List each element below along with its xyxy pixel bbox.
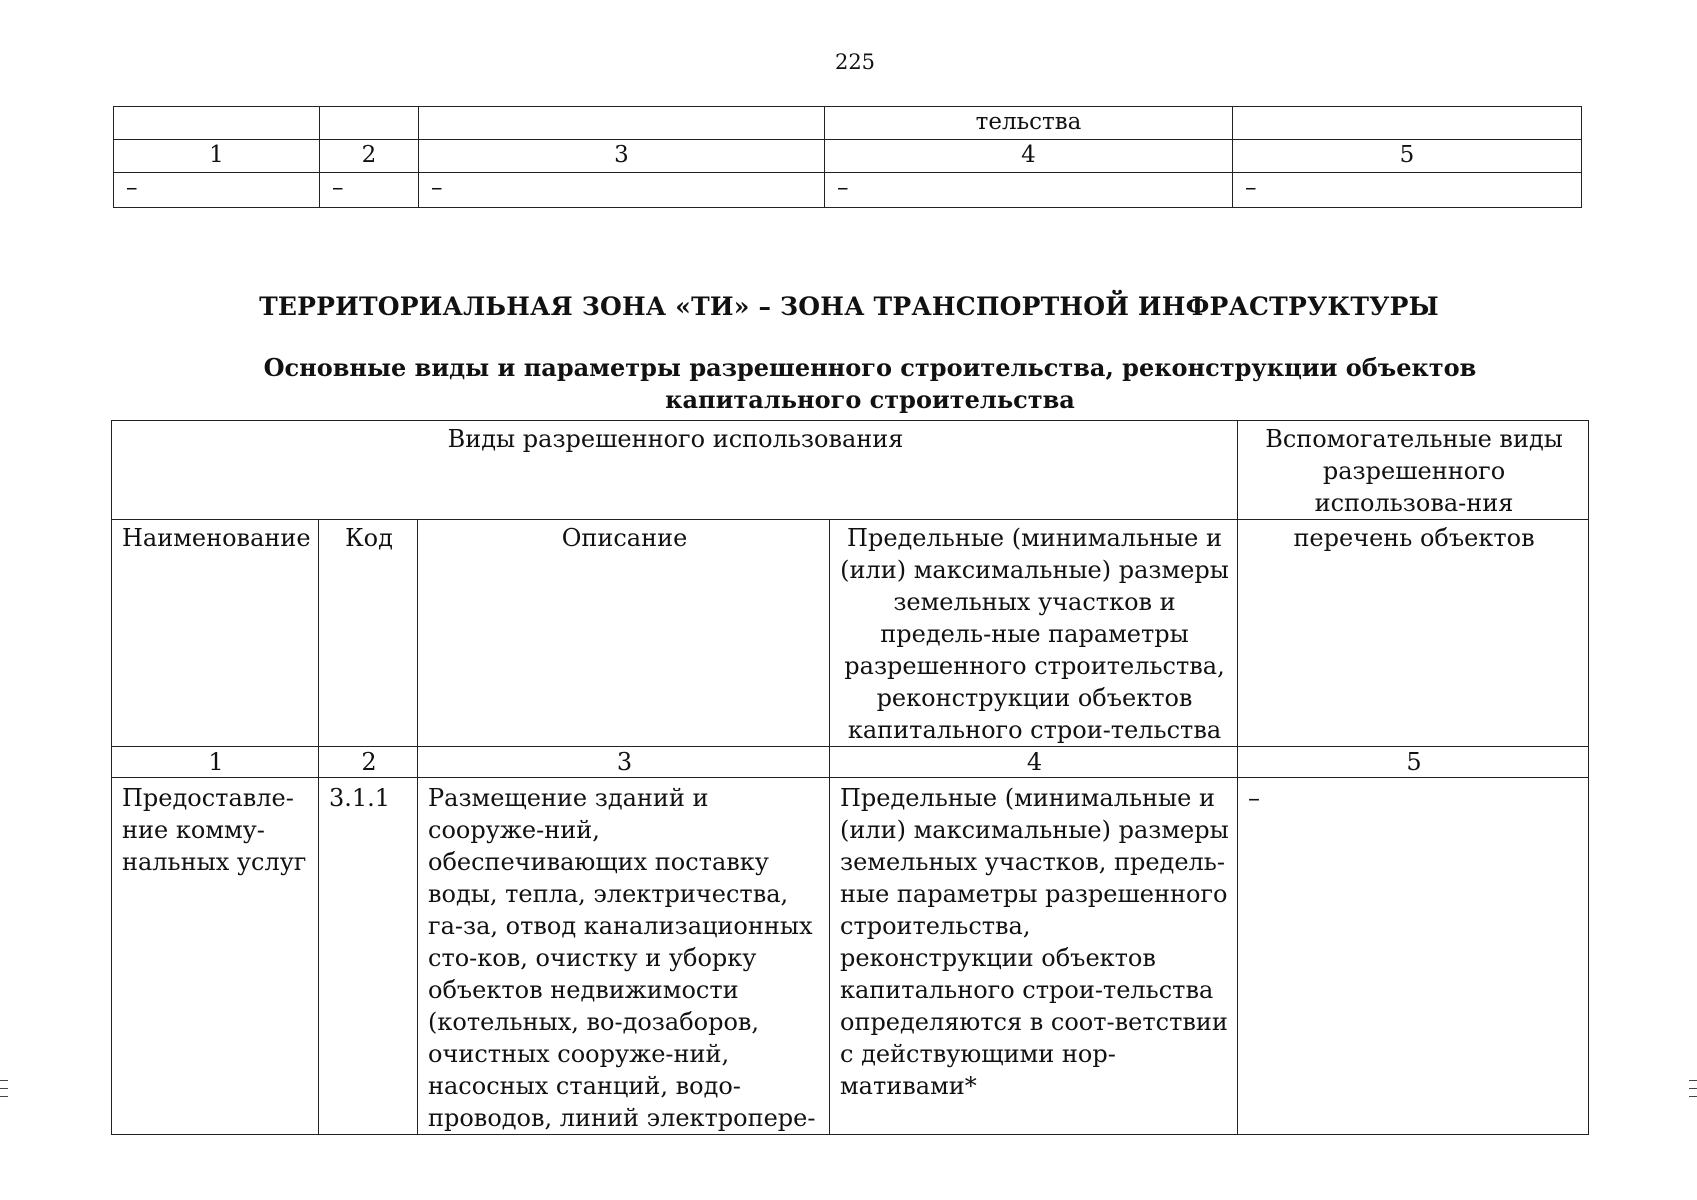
table-subheader-row: [112, 520, 1589, 747]
use-description: Размещение зданий и сооруже-ний, обеспечивающих поставку воды, тепла, электричества, га-за, отвод канализационных сто-ков, очистку и уборку объектов недвижимости (котельных, во-дозаборов, очистных сооруже-ний, насосных станций, водо-проводов, линий электропере-: [418, 778, 830, 1135]
page-number: 225: [834, 50, 876, 74]
group-header: Виды разрешенного использования: [112, 421, 1238, 520]
empty-cell: –: [419, 173, 825, 208]
header-fragment: тельства: [825, 107, 1233, 140]
column-number: 3: [418, 747, 830, 778]
scan-edge-mark: [0, 1088, 8, 1089]
table-row: [114, 173, 1582, 208]
scan-edge-mark: [1689, 1080, 1697, 1081]
scan-edge-mark: [1689, 1088, 1697, 1089]
empty-cell: –: [320, 173, 419, 208]
empty-cell: –: [1233, 173, 1582, 208]
table-cell: [1233, 107, 1582, 140]
zone-title: ТЕРРИТОРИАЛЬНАЯ ЗОНА «ТИ» – ЗОНА ТРАНСПОРТНОЙ ИНФРАСТРУКТУРЫ: [259, 292, 1439, 321]
table-row: [112, 778, 1589, 1135]
continued-table: [113, 106, 1582, 208]
table-row: [114, 107, 1582, 140]
use-name: Предоставле-ние комму-нальных услуг: [112, 778, 319, 1135]
column-number-row: [114, 140, 1582, 173]
use-code: 3.1.1: [319, 778, 418, 1135]
column-number-row: [112, 747, 1589, 778]
use-limits: Предельные (минимальные и (или) максимальные) размеры земельных участков, предель-ные параметры разрешенного строительства, реконструкции объектов капитального строи-тельства определяются в соот-ветствии с действующими нор-мативами*: [830, 778, 1238, 1135]
use-objects: –: [1238, 778, 1589, 1135]
section-title: Основные виды и параметры разрешенного строительства, реконструкции объектов капитального строительства: [263, 353, 1477, 414]
column-header-limits: Предельные (минимальные и (или) максимальные) размеры земельных участков и предель-ные параметры разрешенного строительства, реконструкции объектов капитального строи-тельства: [830, 520, 1238, 747]
column-number: 5: [1233, 140, 1582, 173]
scan-edge-mark: [0, 1080, 8, 1081]
empty-cell: –: [825, 173, 1233, 208]
table-header-row: [112, 421, 1589, 520]
column-number: 4: [825, 140, 1233, 173]
column-number: 5: [1238, 747, 1589, 778]
column-header-code: Код: [319, 520, 418, 747]
column-header-name: Наименование: [112, 520, 319, 747]
empty-cell: –: [114, 173, 320, 208]
table-cell: [419, 107, 825, 140]
column-number: 4: [830, 747, 1238, 778]
column-number: 2: [319, 747, 418, 778]
column-header-objects: перечень объектов: [1238, 520, 1589, 747]
column-header-description: Описание: [418, 520, 830, 747]
table-cell: [114, 107, 320, 140]
scan-edge-mark: [0, 1096, 8, 1097]
column-number: 3: [419, 140, 825, 173]
aux-header: Вспомогательные виды разрешенного использова-ния: [1238, 421, 1589, 520]
table-cell: [320, 107, 419, 140]
column-number: 2: [320, 140, 419, 173]
scan-edge-mark: [1689, 1096, 1697, 1097]
permitted-use-table: [111, 420, 1589, 1135]
column-number: 1: [112, 747, 319, 778]
column-number: 1: [114, 140, 320, 173]
